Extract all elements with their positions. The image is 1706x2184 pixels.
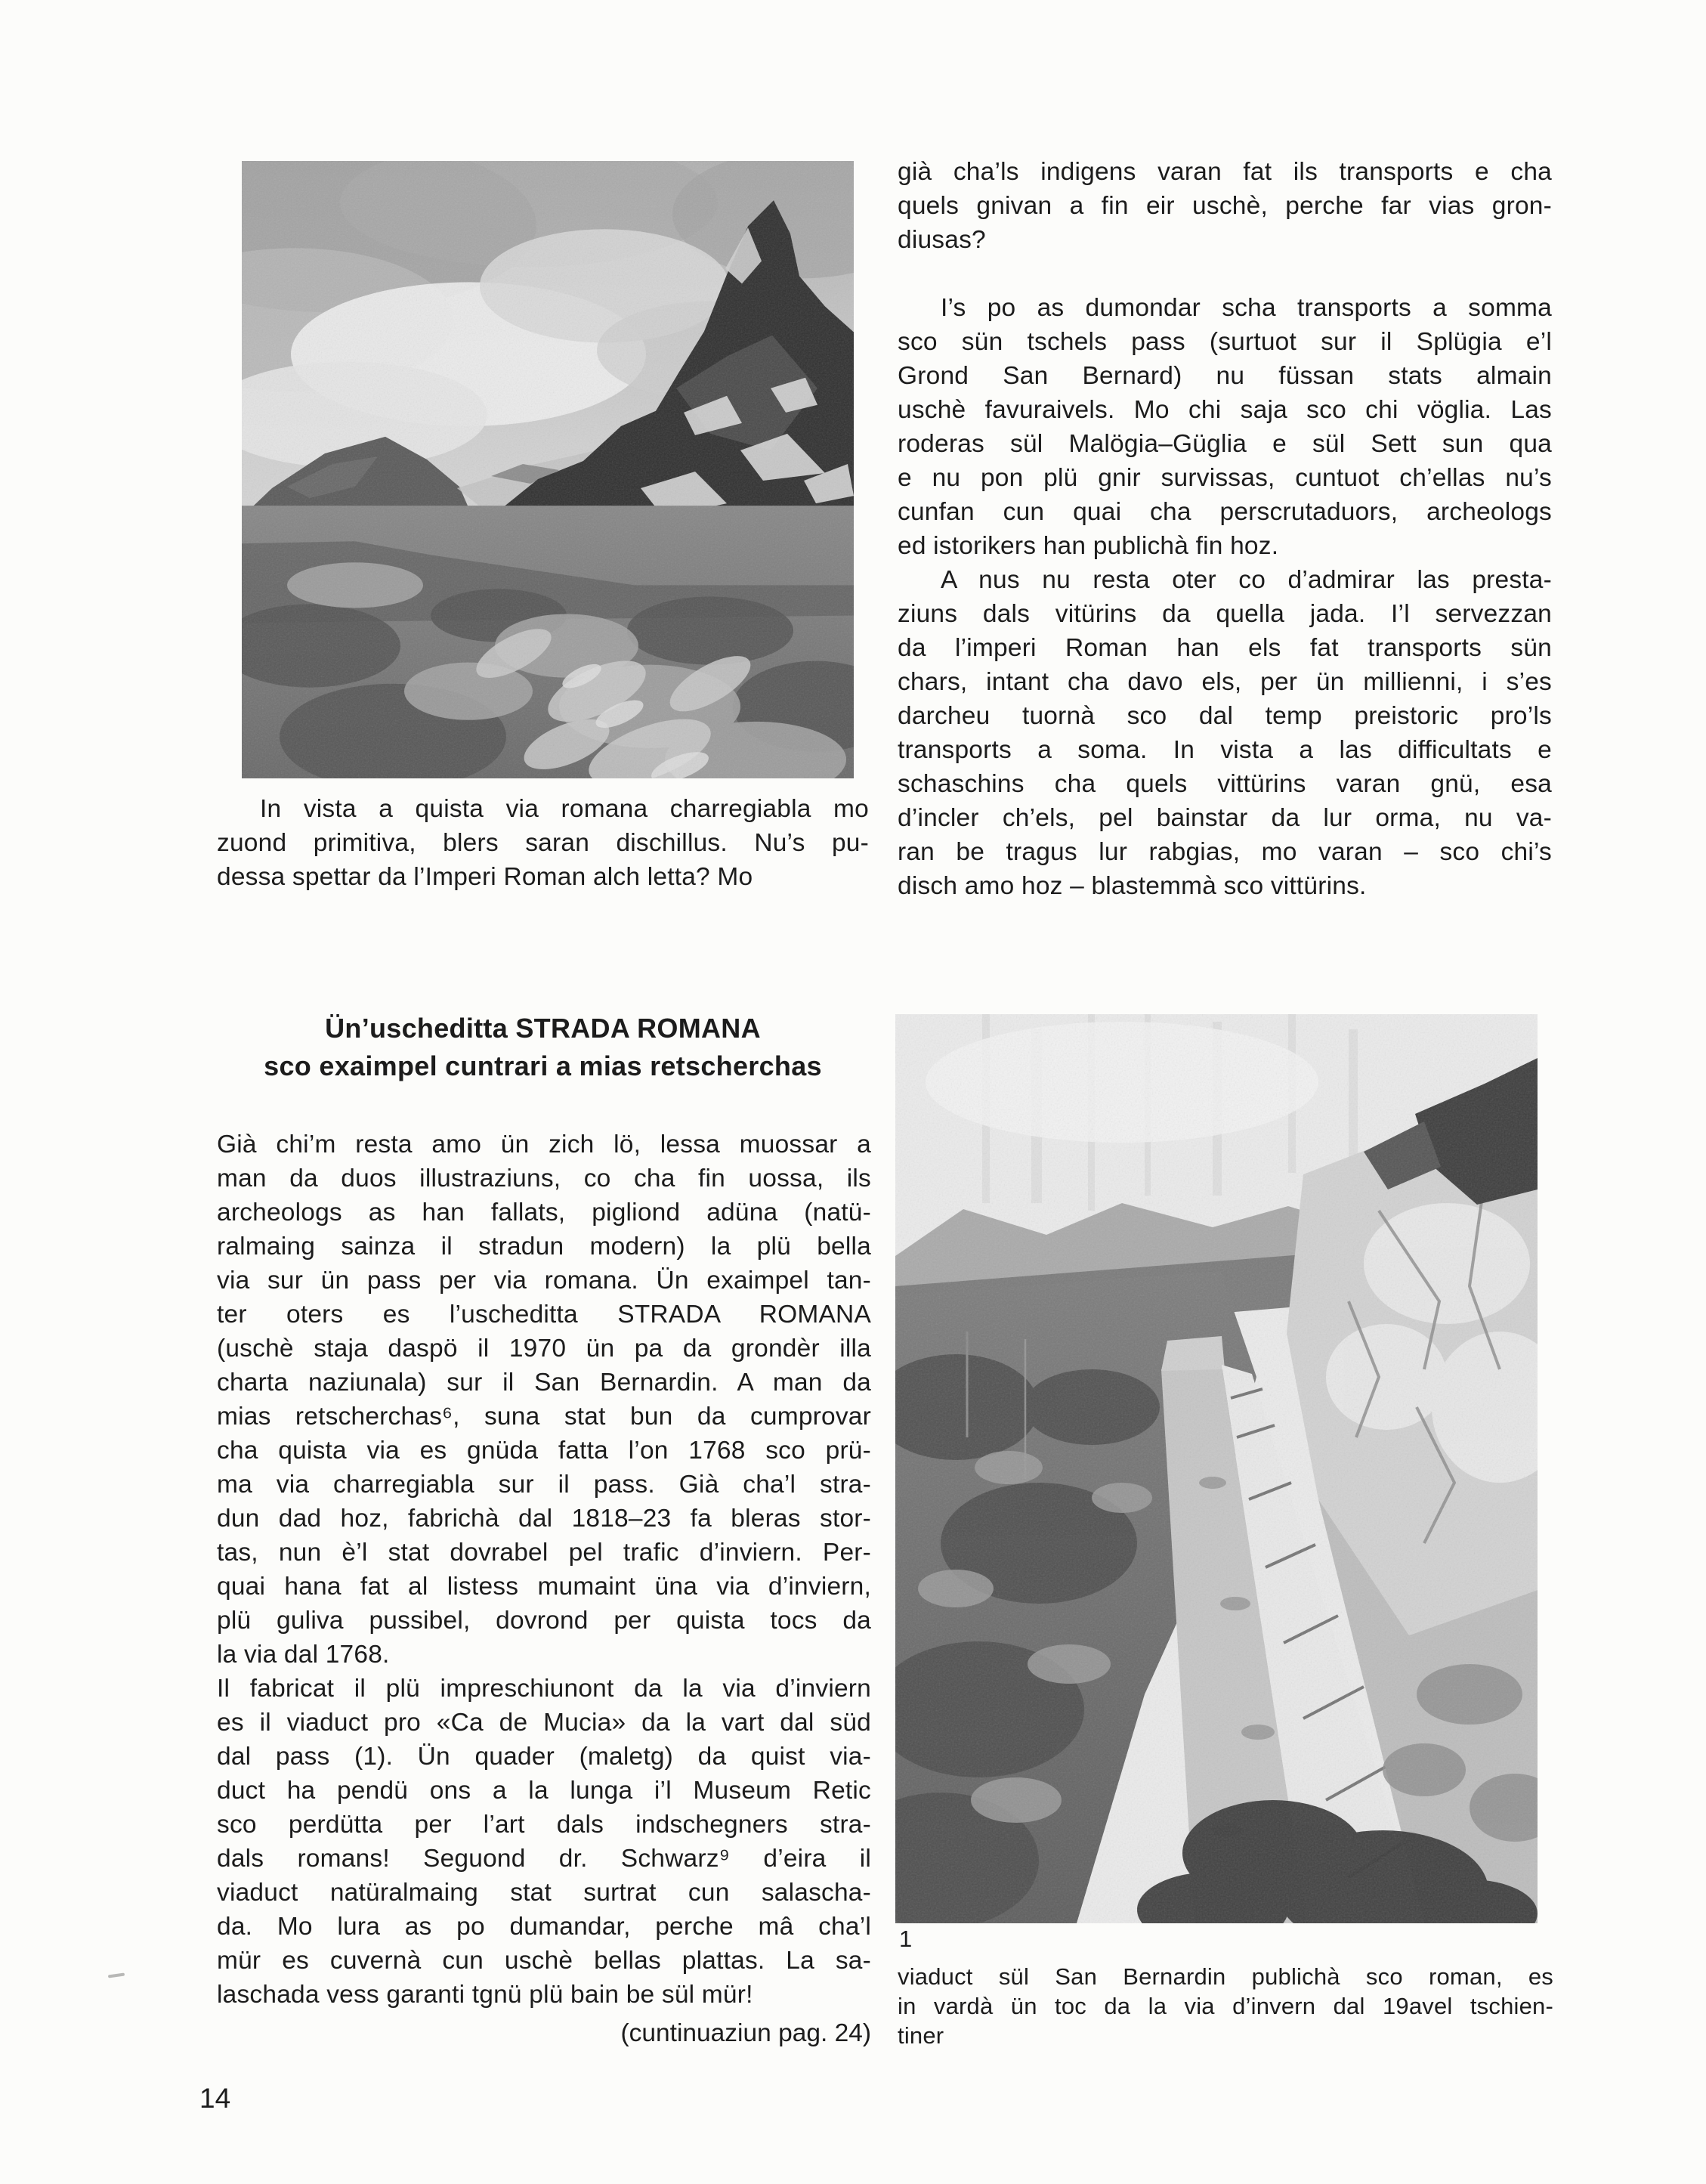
text-line: disch amo hoz – blastemmà sco vittürins. [898, 872, 1367, 900]
text-line: d’incler ch’els, pel bainstar da lur orma, nu va- [898, 804, 1552, 832]
continuation-note: (cuntinuaziun pag. 24) [620, 2019, 871, 2047]
text-line: chars, intant cha davo els, per ün millienni, i s’es [898, 668, 1552, 696]
text-line: zuond primitiva, blers saran dischillus. Nu’s pu- [217, 829, 869, 857]
text-line: plü guliva pussibel, dovrond per quista tocs da [217, 1607, 871, 1635]
text-line: laschada vess garanti tgnü plü bain be sül mür! [217, 1981, 753, 2009]
text-line: tiner [898, 2022, 944, 2049]
text-line: mür es cuvernà cun uschè bellas plattas. La sa- [217, 1947, 871, 1975]
text-line: già cha’ls indigens varan fat ils transports e cha [898, 158, 1552, 186]
text-line: ma via charregiabla sur il pass. Già cha’l stra- [217, 1471, 871, 1499]
text-line: sco sün tschels pass (surtuot sur il Splügia e’l [898, 328, 1552, 356]
text-line: dun dad hoz, fabrichà dal 1818–23 fa bleras stor- [217, 1505, 871, 1533]
viaduct-photo [895, 1014, 1538, 1923]
text-line: ralmaing sainza il stradun modern) la plü bella [217, 1233, 871, 1261]
text-line: transports a soma. In vista a las difficultats e [898, 736, 1552, 764]
text-line: archeologs as han fallats, pigliond adüna (natü- [217, 1199, 871, 1227]
section-heading-line2: sco exaimpel cuntrari a mias retscherchas [264, 1050, 822, 1081]
roman-road-photo [242, 161, 854, 778]
section-heading-line1: Ün’uscheditta STRADA ROMANA [325, 1013, 761, 1044]
text-line: cunfan cun quai cha perscrutaduors, archeologs [898, 498, 1552, 526]
text-line: da. Mo lura as po dumandar, perche mâ cha’l [217, 1913, 871, 1941]
text-line: Già chi’m resta amo ün zich lö, lessa muossar a [217, 1131, 871, 1159]
text-line: duct ha pendü ons a la lunga i’l Museum Retic [217, 1777, 871, 1805]
text-line: uschè favuraivels. Mo chi saja sco chi vöglia. Las [898, 396, 1552, 424]
text-line: sco perdütta per l’art dals indschegners stra- [217, 1811, 871, 1839]
text-line: dals romans! Seguond dr. Schwarz⁹ d’eira il [217, 1845, 871, 1873]
text-line: diusas? [898, 226, 986, 254]
text-line: tas, nun è’l stat dovrabel pel trafic d’inviern. Per- [217, 1539, 871, 1567]
text-line: (uschè staja daspö il 1970 ün pa da grondèr illa [217, 1335, 871, 1363]
figure1-caption [217, 792, 869, 894]
text-line: mias retscherchas⁶, suna stat bun da cumprovar [217, 1403, 871, 1431]
text-line: quai hana fat al listess mumaint üna via d’inviern, [217, 1573, 871, 1601]
text-line: es il viaduct pro «Ca de Mucia» da la vart dal süd [217, 1709, 871, 1737]
text-line: darcheu tuornà sco dal temp preistoric pro’ls [898, 702, 1552, 730]
text-line: I’s po as dumondar scha transports a somma [941, 294, 1552, 322]
text-line: In vista a quista via romana charregiabla mo [260, 795, 869, 823]
text-line: Il fabricat il plü impreschiunont da la via d’inviern [217, 1675, 871, 1703]
text-line: viaduct sül San Bernardin publichà sco roman, es [898, 1963, 1553, 1990]
page-number: 14 [199, 2083, 231, 2114]
text-line: in vardà ün toc da la via d’invern dal 19avel tschien- [898, 1993, 1553, 2019]
text-line: charta naziunala) sur il San Bernardin. A man da [217, 1369, 871, 1397]
text-line: Grond San Bernard) nu füssan stats almain [898, 362, 1552, 390]
right-column-text [898, 155, 1552, 903]
text-line: via sur ün pass per via romana. Ün exaimpel tan- [217, 1267, 871, 1295]
text-line: e nu pon plü gnir survissas, cuntuot ch’ellas nu’s [898, 464, 1552, 492]
text-line: ziuns dals vitürins da quella jada. I’l servezzan [898, 600, 1552, 628]
text-line: A nus nu resta oter co d’admirar las presta- [941, 566, 1552, 594]
text-line: viaduct natüralmaing stat surtrat cun salascha- [217, 1879, 871, 1907]
text-line: quels gnivan a fin eir uschè, perche far vias gron- [898, 192, 1552, 220]
text-line: da l’imperi Roman han els fat transports sün [898, 634, 1552, 662]
text-line: cha quista via es gnüda fatta l’on 1768 sco prü- [217, 1437, 871, 1465]
text-line: dessa spettar da l’Imperi Roman alch letta? Mo [217, 863, 753, 891]
text-line: ran be tragus lur rabgias, mo varan – sco chi’s [898, 838, 1552, 866]
text-line: roderas sül Malögia–Güglia e sül Sett sun qua [898, 430, 1552, 458]
left-column-text [217, 1128, 871, 2012]
text-line: schaschins cha quels vittürins varan gnü, esa [898, 770, 1552, 798]
text-line: ed istorikers han publichà fin hoz. [898, 532, 1279, 560]
section-heading [217, 1010, 869, 1085]
figure2-caption [898, 1962, 1553, 2050]
text-line: ter oters es l’uscheditta STRADA ROMANA [217, 1301, 871, 1329]
paragraph-gap [898, 257, 1552, 291]
text-line: la via dal 1768. [217, 1641, 390, 1669]
text-line: man da duos illustraziuns, co cha fin uossa, ils [217, 1165, 871, 1193]
margin-dash-mark [108, 1972, 125, 1978]
figure2-number: 1 [899, 1926, 913, 1952]
text-line: dal pass (1). Ün quader (maletg) da quist via- [217, 1743, 871, 1771]
